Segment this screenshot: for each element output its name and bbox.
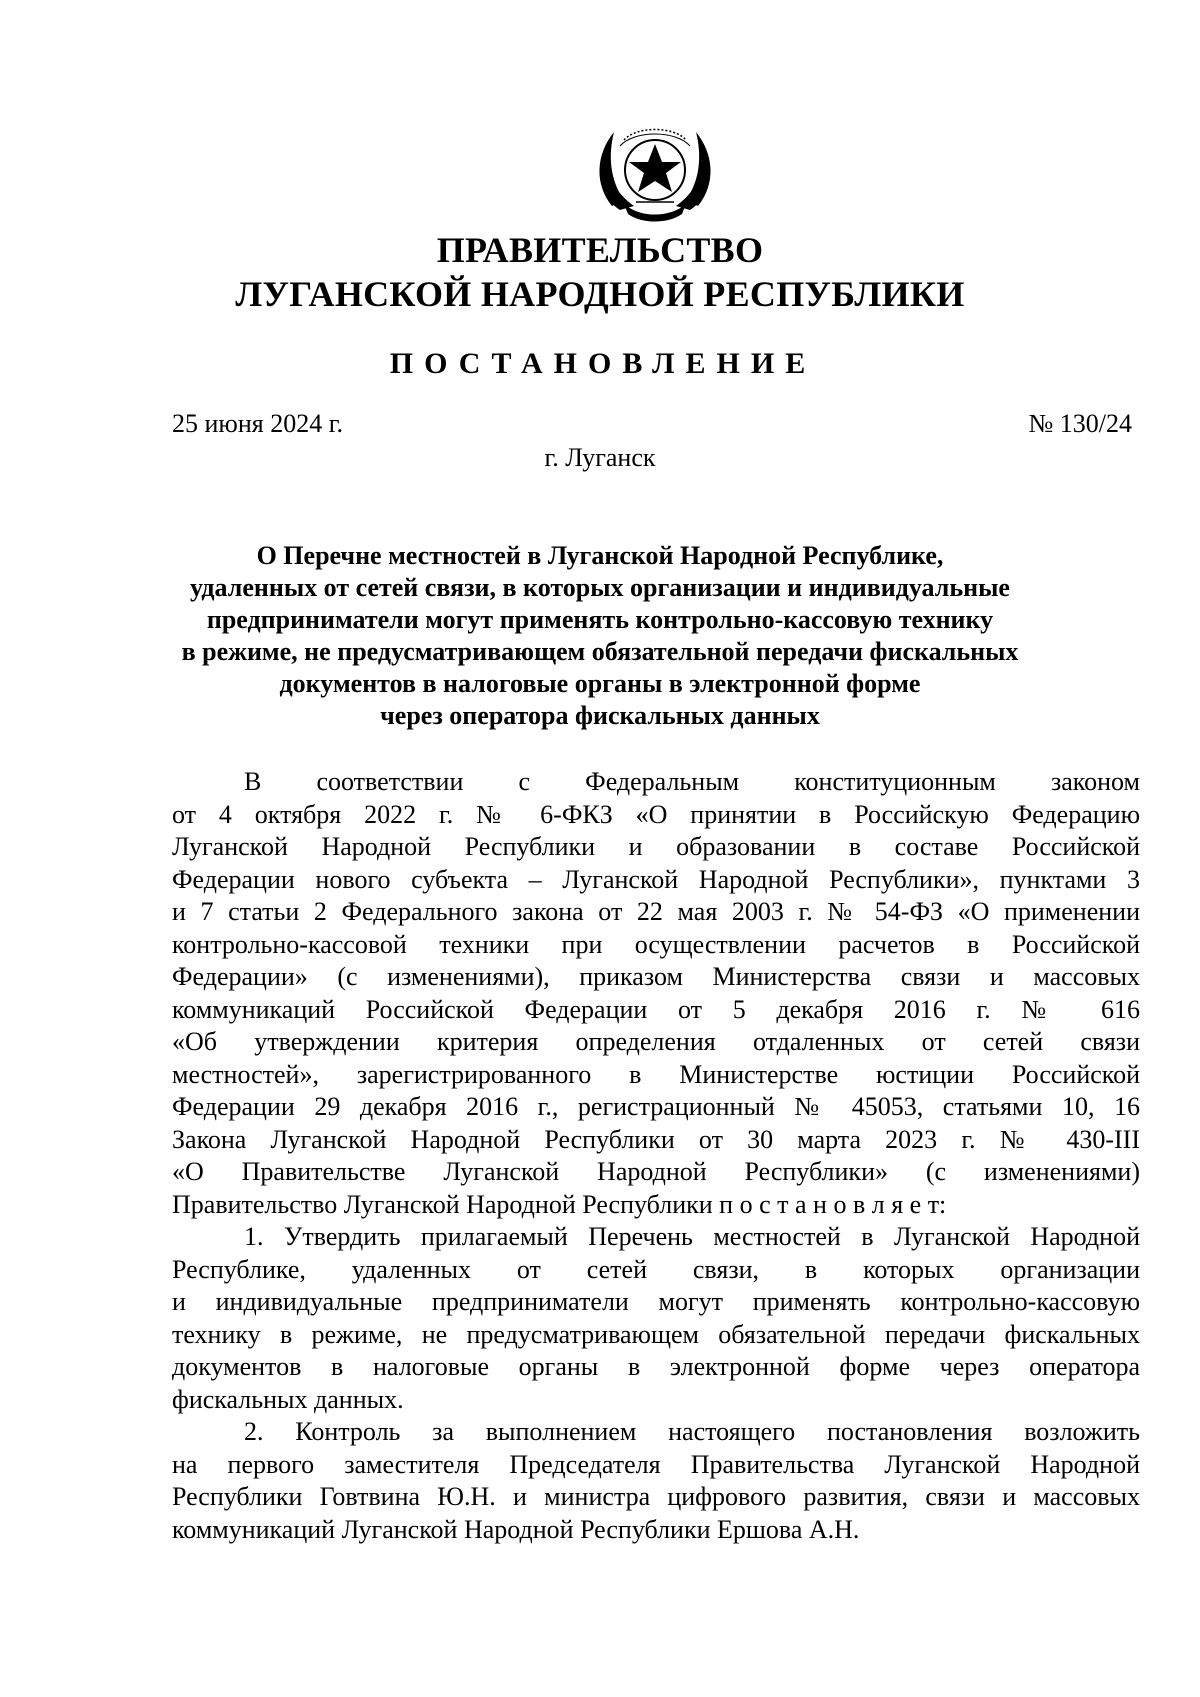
document-heading xyxy=(160,540,1040,732)
body-line: и индивидуальные предприниматели могут применять контрольно-кассовую xyxy=(172,1287,1140,1316)
document-body xyxy=(172,766,1140,1546)
body-line: фискальных данных. xyxy=(172,1384,404,1414)
heading-line: в режиме, не предусматривающем обязательной передачи фискальных xyxy=(181,637,1019,666)
item-2-paragraph xyxy=(172,1416,1140,1546)
document-date: 25 июня 2024 г. xyxy=(172,409,343,438)
government-title-line1: ПРАВИТЕЛЬСТВО xyxy=(436,230,764,270)
lpr-coat-of-arms-icon xyxy=(590,110,720,230)
body-line: В соответствии с Федеральным конституционным законом xyxy=(244,767,1140,796)
body-line: Федерации 29 декабря 2016 г., регистрационный № 45053, статьями 10, 16 xyxy=(172,1092,1140,1121)
body-line: «О Правительстве Луганской Народной Республики» (с изменениями) xyxy=(172,1157,1140,1186)
body-line: технику в режиме, не предусматривающем обязательной передачи фискальных xyxy=(172,1319,1140,1349)
document-number: № 130/24 xyxy=(1028,409,1132,438)
body-line: контрольно-кассовой техники при осуществлении расчетов в Российской xyxy=(172,929,1140,959)
body-line: на первого заместителя Председателя Правительства Луганской Народной xyxy=(172,1449,1140,1479)
body-line: Республике, удаленных от сетей связи, в которых организации xyxy=(172,1254,1140,1284)
body-line: коммуникаций Луганской Народной Республики Ершова А.Н. xyxy=(172,1514,860,1544)
body-line: и 7 статьи 2 Федерального закона от 22 мая 2003 г. № 54-ФЗ «О применении xyxy=(172,897,1140,926)
body-line: коммуникаций Российской Федерации от 5 декабря 2016 г. № 616 xyxy=(172,994,1140,1024)
preamble-paragraph xyxy=(172,766,1140,1221)
heading-line: удаленных от сетей связи, в которых организации и индивидуальные xyxy=(190,573,1010,602)
heading-line: через оператора фискальных данных xyxy=(380,701,820,730)
document-type: ПОСТАНОВЛЕНИЕ xyxy=(389,347,817,380)
body-line: местностей», зарегистрированного в Министерстве юстиции Российской xyxy=(172,1059,1140,1089)
body-line: 2. Контроль за выполнением настоящего постановления возложить xyxy=(244,1417,1140,1446)
body-line: 1. Утвердить прилагаемый Перечень местностей в Луганской Народной xyxy=(244,1222,1140,1251)
heading-line: О Перечне местностей в Луганской Народной Республике, xyxy=(256,541,944,570)
government-title-line2: ЛУГАНСКОЙ НАРОДНОЙ РЕСПУБЛИКИ xyxy=(235,274,965,314)
heading-line: документов в налоговые органы в электронной форме xyxy=(279,669,921,698)
body-line: Луганской Народной Республики и образовании в составе Российской xyxy=(172,832,1140,861)
item-1-paragraph xyxy=(172,1221,1140,1416)
body-line: Республики Говтвина Ю.Н. и министра цифрового развития, связи и массовых xyxy=(172,1482,1140,1511)
body-line: Федерации» (с изменениями), приказом Министерства связи и массовых xyxy=(172,962,1140,991)
body-line: Правительство Луганской Народной Республики п о с т а н о в л я е т: xyxy=(172,1189,947,1219)
body-line: документов в налоговые органы в электронной форме через оператора xyxy=(172,1352,1140,1381)
body-line: Закона Луганской Народной Республики от 30 марта 2023 г. № 430-III xyxy=(172,1124,1140,1154)
body-line: Федерации нового субъекта – Луганской Народной Республики», пунктами 3 xyxy=(172,864,1140,894)
body-line: от 4 октября 2022 г. № 6-ФКЗ «О принятии в Российскую Федерацию xyxy=(172,799,1140,829)
body-line: «Об утверждении критерия определения отдаленных от сетей связи xyxy=(172,1027,1140,1056)
heading-line: предприниматели могут применять контрольно-кассовую технику xyxy=(206,605,994,634)
document-city: г. Луганск xyxy=(544,443,656,472)
